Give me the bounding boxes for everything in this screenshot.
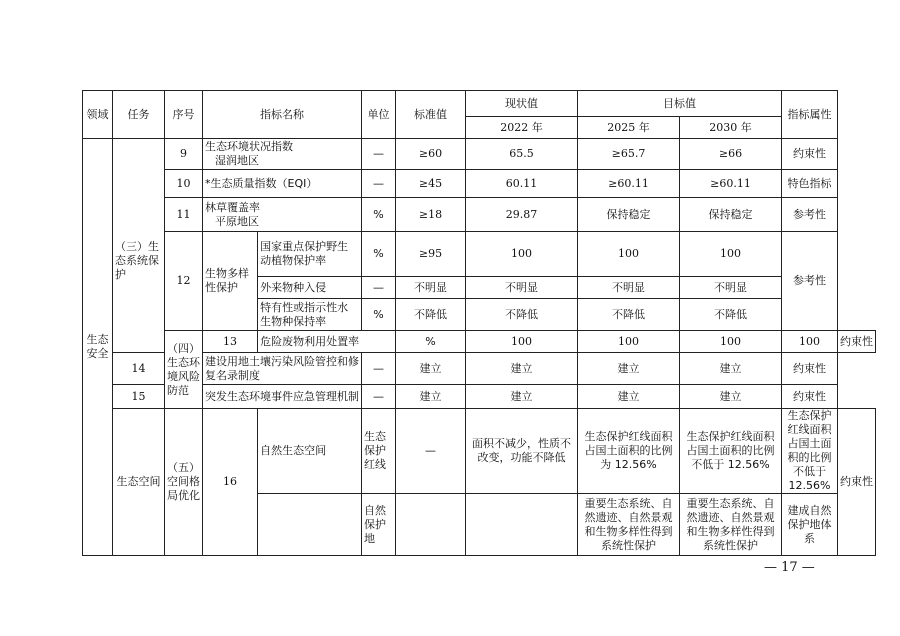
- v2022-10: 60.11: [466, 170, 578, 198]
- indicator-13: 危险废物利用处置率: [258, 331, 396, 353]
- header-current: 现状值: [466, 91, 578, 117]
- table-row: [83, 198, 876, 232]
- v2025-16a: 生态保护红线面积占国土面积的比例不低于 12.56%: [680, 409, 782, 494]
- table-row: [83, 409, 876, 494]
- table-row: [83, 139, 876, 170]
- v2025-12a: 100: [578, 232, 680, 277]
- attr-11: 参考性: [782, 198, 838, 232]
- indicator-16b: 自然保护地: [362, 494, 396, 556]
- attr-10: 特色指标: [782, 170, 838, 198]
- v2025-9: ≥65.7: [578, 139, 680, 170]
- v2025-12b: 不明显: [578, 277, 680, 299]
- header-task: 任务: [113, 91, 165, 139]
- indicator-table: [82, 90, 876, 556]
- v2022-15: 建立: [466, 385, 578, 409]
- page-number: — 17 —: [764, 560, 815, 575]
- indicator-9: [203, 139, 362, 170]
- attr-9: 约束性: [782, 139, 838, 170]
- seq-9: 9: [165, 139, 203, 170]
- table-row: [83, 331, 876, 353]
- indicator-9-sub: 湿润地区: [215, 154, 259, 167]
- header-2022: 2022 年: [466, 117, 578, 139]
- indicator-11-name: 林草覆盖率: [205, 200, 260, 214]
- v2022-16a: 生态保护红线面积占国土面积的比例为 12.56%: [578, 409, 680, 494]
- v2025-11: 保持稳定: [578, 198, 680, 232]
- table-row: [83, 170, 876, 198]
- indicator-12c: 特有性或指示性水生物种保持率: [258, 299, 362, 331]
- std-14: 建立: [396, 353, 466, 385]
- v2022-9: 65.5: [466, 139, 578, 170]
- header-2025: 2025 年: [578, 117, 680, 139]
- unit-12a: %: [362, 232, 396, 277]
- seq-16: 16: [203, 409, 258, 556]
- attr-15: 约束性: [782, 385, 838, 409]
- unit-14: —: [362, 353, 396, 385]
- v2025-13: 100: [680, 331, 782, 353]
- v2022-12c: 不降低: [466, 299, 578, 331]
- std-11: ≥18: [396, 198, 466, 232]
- v2022-12a: 100: [466, 232, 578, 277]
- seq-13: 13: [203, 331, 258, 353]
- std-15: 建立: [396, 385, 466, 409]
- unit-13: %: [396, 331, 466, 353]
- v2030-16b: 建成自然保护地体系: [782, 494, 838, 556]
- task-3: （三）生态系统保护: [113, 170, 165, 353]
- std-9: ≥60: [396, 139, 466, 170]
- header-seq: 序号: [165, 91, 203, 139]
- v2030-14: 建立: [680, 353, 782, 385]
- seq-14: 14: [113, 353, 165, 385]
- indicator-11-sub: 平原地区: [215, 214, 259, 228]
- seq-10: 10: [165, 170, 203, 198]
- indicator-16a: 生态保护红线: [362, 409, 396, 494]
- task-4: （四）生态环境风险防范: [165, 331, 203, 409]
- indicator-9-name: 生态环境状况指数: [205, 140, 293, 153]
- v2030-12a: 100: [680, 232, 782, 277]
- header-attr: 指标属性: [782, 91, 838, 139]
- group-12: 生物多样性保护: [203, 232, 258, 331]
- indicator-10: *生态质量指数（EQI）: [203, 170, 362, 198]
- std-12c: 不降低: [396, 299, 466, 331]
- group-16: 自然生态空间: [258, 409, 362, 494]
- v2025-16b: 重要生态系统、自然遗迹、自然景观和生物多样性得到系统性保护: [680, 494, 782, 556]
- v2030-9: ≥66: [680, 139, 782, 170]
- unit-16a: —: [396, 409, 466, 494]
- unit-15: —: [362, 385, 396, 409]
- v2030-16a: 生态保护红线面积占国土面积的比例不低于 12.56%: [782, 409, 838, 494]
- indicator-14: 建设用地土壤污染风险管控和修复名录制度: [203, 353, 362, 385]
- v2030-11: 保持稳定: [680, 198, 782, 232]
- header-2030: 2030 年: [680, 117, 782, 139]
- attr-13: 约束性: [838, 331, 876, 353]
- domain-safety: 生态安全: [83, 139, 113, 556]
- v2022-16b: 重要生态系统、自然遗迹、自然景观和生物多样性得到系统性保护: [578, 494, 680, 556]
- attr-16: 约束性: [838, 409, 876, 556]
- seq-12: 12: [165, 232, 203, 331]
- v2030-13: 100: [782, 331, 838, 353]
- v2030-12b: 不明显: [680, 277, 782, 299]
- domain-space: 生态空间: [113, 409, 165, 556]
- v2025-10: ≥60.11: [578, 170, 680, 198]
- header-domain: 领域: [83, 91, 113, 139]
- indicator-15: 突发生态环境事件应急管理机制: [203, 385, 362, 409]
- indicator-11: [203, 198, 362, 232]
- v2022-13: 100: [578, 331, 680, 353]
- header-indicator: 指标名称: [203, 91, 362, 139]
- std-10: ≥45: [396, 170, 466, 198]
- std-16a: 面积不减少，性质不改变，功能不降低: [466, 409, 578, 494]
- task-5: （五）空间格局优化: [165, 409, 203, 556]
- std-12a: ≥95: [396, 232, 466, 277]
- header-target: 目标值: [578, 91, 782, 117]
- seq-15: 15: [113, 385, 165, 409]
- unit-12c: %: [362, 299, 396, 331]
- indicator-12a: 国家重点保护野生动植物保护率: [258, 232, 362, 277]
- v2025-14: 建立: [578, 353, 680, 385]
- v2022-11: 29.87: [466, 198, 578, 232]
- unit-10: —: [362, 170, 396, 198]
- unit-9: —: [362, 139, 396, 170]
- v2030-10: ≥60.11: [680, 170, 782, 198]
- unit-11: %: [362, 198, 396, 232]
- attr-14: 约束性: [782, 353, 838, 385]
- seq-11: 11: [165, 198, 203, 232]
- indicator-12b: 外来物种入侵: [258, 277, 362, 299]
- attr-12: 参考性: [782, 232, 838, 331]
- v2022-14: 建立: [466, 353, 578, 385]
- unit-12b: —: [362, 277, 396, 299]
- v2030-15: 建立: [680, 385, 782, 409]
- v2025-15: 建立: [578, 385, 680, 409]
- header-standard: 标准值: [396, 91, 466, 139]
- v2030-12c: 不降低: [680, 299, 782, 331]
- table-row: [83, 232, 876, 277]
- v2022-12b: 不明显: [466, 277, 578, 299]
- v2025-12c: 不降低: [578, 299, 680, 331]
- std-13: 100: [466, 331, 578, 353]
- header-unit: 单位: [362, 91, 396, 139]
- std-12b: 不明显: [396, 277, 466, 299]
